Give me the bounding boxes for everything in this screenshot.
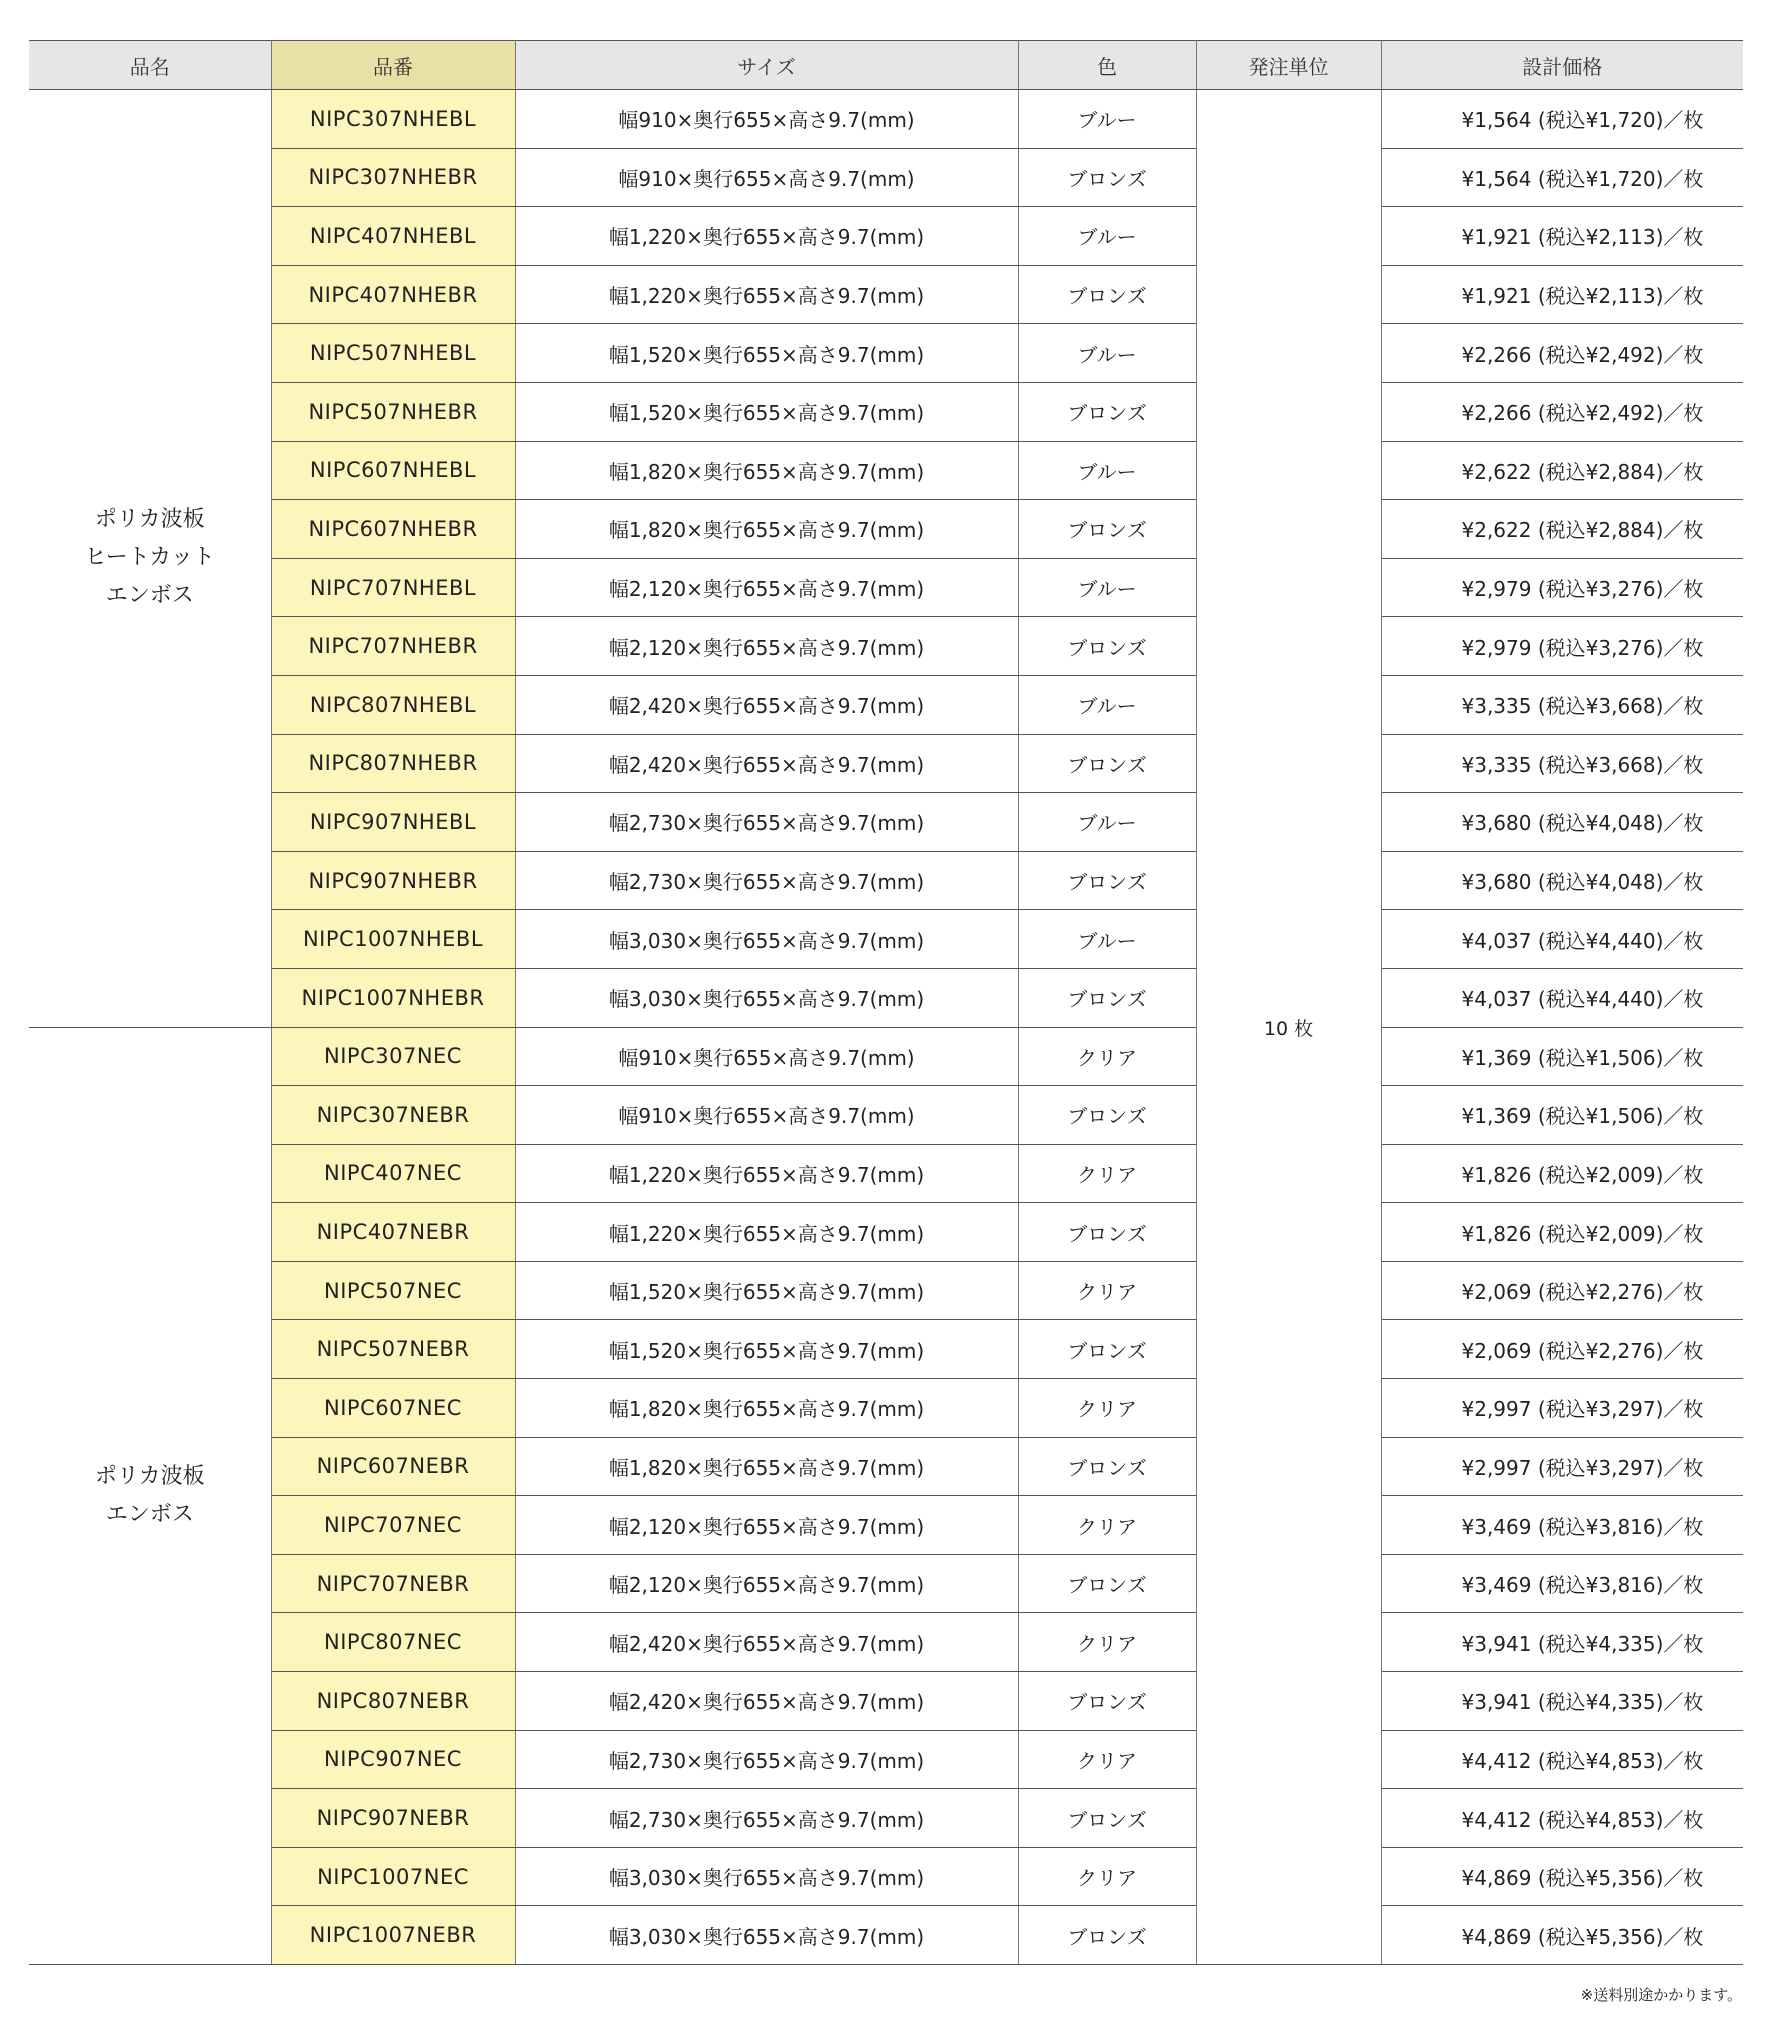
product-price: ¥3,941 (税込¥4,335)／枚: [1381, 1613, 1743, 1672]
product-price: ¥1,921 (税込¥2,113)／枚: [1381, 265, 1743, 324]
product-color: ブロンズ: [1018, 1437, 1196, 1496]
product-color: クリア: [1018, 1496, 1196, 1555]
product-price: ¥4,869 (税込¥5,356)／枚: [1381, 1906, 1743, 1965]
product-size: 幅2,730×奥行655×高さ9.7(mm): [515, 851, 1018, 910]
product-color: ブルー: [1018, 441, 1196, 500]
table-row: [29, 1027, 1743, 1086]
product-code: NIPC1007NEC: [271, 1847, 515, 1906]
product-size: 幅3,030×奥行655×高さ9.7(mm): [515, 1906, 1018, 1965]
product-code: NIPC907NHEBR: [271, 851, 515, 910]
table-row: [29, 1203, 1743, 1262]
product-color: クリア: [1018, 1613, 1196, 1672]
table-row: [29, 382, 1743, 441]
product-color: ブロンズ: [1018, 617, 1196, 676]
product-size: 幅2,120×奥行655×高さ9.7(mm): [515, 1554, 1018, 1613]
product-color: ブロンズ: [1018, 500, 1196, 559]
table-row: [29, 90, 1743, 149]
table-row: [29, 1672, 1743, 1731]
product-price: ¥1,564 (税込¥1,720)／枚: [1381, 90, 1743, 149]
product-size: 幅1,220×奥行655×高さ9.7(mm): [515, 1144, 1018, 1203]
product-size: 幅1,520×奥行655×高さ9.7(mm): [515, 1261, 1018, 1320]
product-size: 幅910×奥行655×高さ9.7(mm): [515, 1027, 1018, 1086]
product-size: 幅3,030×奥行655×高さ9.7(mm): [515, 1847, 1018, 1906]
product-size: 幅910×奥行655×高さ9.7(mm): [515, 1086, 1018, 1145]
product-price: ¥4,412 (税込¥4,853)／枚: [1381, 1730, 1743, 1789]
product-color: ブロンズ: [1018, 851, 1196, 910]
product-code: NIPC1007NHEBL: [271, 910, 515, 969]
product-code: NIPC907NEC: [271, 1730, 515, 1789]
product-price: ¥1,826 (税込¥2,009)／枚: [1381, 1203, 1743, 1262]
product-price: ¥3,469 (税込¥3,816)／枚: [1381, 1554, 1743, 1613]
product-code: NIPC507NEC: [271, 1261, 515, 1320]
table-row: [29, 500, 1743, 559]
product-color: ブロンズ: [1018, 968, 1196, 1027]
header-price: 設計価格: [1381, 41, 1743, 90]
product-code: NIPC307NEC: [271, 1027, 515, 1086]
product-color: ブルー: [1018, 675, 1196, 734]
product-color: ブルー: [1018, 558, 1196, 617]
product-price: ¥4,037 (税込¥4,440)／枚: [1381, 910, 1743, 969]
product-code: NIPC407NEBR: [271, 1203, 515, 1262]
product-size: 幅2,420×奥行655×高さ9.7(mm): [515, 1613, 1018, 1672]
product-size: 幅2,730×奥行655×高さ9.7(mm): [515, 1789, 1018, 1848]
product-color: ブルー: [1018, 324, 1196, 383]
table-row: [29, 1789, 1743, 1848]
product-price: ¥2,266 (税込¥2,492)／枚: [1381, 324, 1743, 383]
table-row: [29, 441, 1743, 500]
product-size: 幅910×奥行655×高さ9.7(mm): [515, 148, 1018, 207]
product-size: 幅2,420×奥行655×高さ9.7(mm): [515, 1672, 1018, 1731]
table-row: [29, 1320, 1743, 1379]
table-row: [29, 1847, 1743, 1906]
order-unit: 10 枚: [1196, 90, 1381, 1965]
product-price: ¥3,469 (税込¥3,816)／枚: [1381, 1496, 1743, 1555]
table-row: [29, 1144, 1743, 1203]
product-code: NIPC707NEC: [271, 1496, 515, 1555]
product-price: ¥4,869 (税込¥5,356)／枚: [1381, 1847, 1743, 1906]
product-color: ブルー: [1018, 910, 1196, 969]
product-size: 幅1,520×奥行655×高さ9.7(mm): [515, 324, 1018, 383]
product-size: 幅1,520×奥行655×高さ9.7(mm): [515, 1320, 1018, 1379]
table-row: [29, 1496, 1743, 1555]
table-row: [29, 265, 1743, 324]
product-size: 幅3,030×奥行655×高さ9.7(mm): [515, 968, 1018, 1027]
product-code: NIPC407NHEBR: [271, 265, 515, 324]
product-price: ¥2,979 (税込¥3,276)／枚: [1381, 558, 1743, 617]
table-row: [29, 793, 1743, 852]
product-code: NIPC907NEBR: [271, 1789, 515, 1848]
header-code: 品番: [271, 41, 515, 90]
product-price: ¥4,412 (税込¥4,853)／枚: [1381, 1789, 1743, 1848]
table-row: [29, 1261, 1743, 1320]
product-price: ¥3,941 (税込¥4,335)／枚: [1381, 1672, 1743, 1731]
product-code: NIPC507NHEBR: [271, 382, 515, 441]
product-price: ¥4,037 (税込¥4,440)／枚: [1381, 968, 1743, 1027]
product-code: NIPC607NHEBL: [271, 441, 515, 500]
product-size: 幅1,220×奥行655×高さ9.7(mm): [515, 265, 1018, 324]
product-name-line: ポリカ波板: [94, 1463, 205, 1489]
product-size: 幅1,220×奥行655×高さ9.7(mm): [515, 1203, 1018, 1262]
product-price: ¥2,069 (税込¥2,276)／枚: [1381, 1261, 1743, 1320]
table-row: [29, 851, 1743, 910]
product-price: ¥3,680 (税込¥4,048)／枚: [1381, 851, 1743, 910]
product-price: ¥2,266 (税込¥2,492)／枚: [1381, 382, 1743, 441]
product-code: NIPC707NHEBR: [271, 617, 515, 676]
product-price: ¥3,335 (税込¥3,668)／枚: [1381, 675, 1743, 734]
product-code: NIPC407NEC: [271, 1144, 515, 1203]
product-price: ¥2,069 (税込¥2,276)／枚: [1381, 1320, 1743, 1379]
table-row: [29, 558, 1743, 617]
product-size: 幅1,220×奥行655×高さ9.7(mm): [515, 207, 1018, 266]
table-row: [29, 1554, 1743, 1613]
product-price: ¥2,622 (税込¥2,884)／枚: [1381, 500, 1743, 559]
product-price: ¥2,997 (税込¥3,297)／枚: [1381, 1437, 1743, 1496]
header-name: 品名: [29, 41, 271, 90]
product-code: NIPC1007NEBR: [271, 1906, 515, 1965]
product-color: ブロンズ: [1018, 1906, 1196, 1965]
table-row: [29, 910, 1743, 969]
table-row: [29, 617, 1743, 676]
product-size: 幅2,730×奥行655×高さ9.7(mm): [515, 793, 1018, 852]
product-color: ブロンズ: [1018, 148, 1196, 207]
table-row: [29, 1613, 1743, 1672]
product-price: ¥1,369 (税込¥1,506)／枚: [1381, 1027, 1743, 1086]
product-color: ブロンズ: [1018, 1203, 1196, 1262]
product-code: NIPC807NHEBL: [271, 675, 515, 734]
table-row: [29, 675, 1743, 734]
table-row: [29, 207, 1743, 266]
product-name-line: ポリカ波板: [94, 507, 205, 533]
product-size: 幅1,820×奥行655×高さ9.7(mm): [515, 1379, 1018, 1438]
table-row: [29, 324, 1743, 383]
product-color: ブルー: [1018, 793, 1196, 852]
product-color: クリア: [1018, 1144, 1196, 1203]
product-color: ブルー: [1018, 207, 1196, 266]
product-code: NIPC807NEC: [271, 1613, 515, 1672]
product-color: クリア: [1018, 1379, 1196, 1438]
table-row: [29, 148, 1743, 207]
product-size: 幅1,820×奥行655×高さ9.7(mm): [515, 441, 1018, 500]
product-name-line: ヒートカット: [84, 545, 215, 571]
product-color: ブロンズ: [1018, 734, 1196, 793]
product-size: 幅2,120×奥行655×高さ9.7(mm): [515, 558, 1018, 617]
product-price: ¥1,826 (税込¥2,009)／枚: [1381, 1144, 1743, 1203]
product-code: NIPC707NHEBL: [271, 558, 515, 617]
product-price: ¥3,680 (税込¥4,048)／枚: [1381, 793, 1743, 852]
product-size: 幅2,730×奥行655×高さ9.7(mm): [515, 1730, 1018, 1789]
table-row: [29, 1437, 1743, 1496]
product-code: NIPC307NHEBR: [271, 148, 515, 207]
product-size: 幅2,120×奥行655×高さ9.7(mm): [515, 1496, 1018, 1555]
product-size: 幅2,420×奥行655×高さ9.7(mm): [515, 675, 1018, 734]
product-code: NIPC607NHEBR: [271, 500, 515, 559]
product-code: NIPC1007NHEBR: [271, 968, 515, 1027]
product-color: ブロンズ: [1018, 1320, 1196, 1379]
product-code: NIPC307NHEBL: [271, 90, 515, 149]
product-code: NIPC407NHEBL: [271, 207, 515, 266]
product-price: ¥2,622 (税込¥2,884)／枚: [1381, 441, 1743, 500]
product-name-line: エンボス: [105, 583, 194, 609]
product-color: ブロンズ: [1018, 1554, 1196, 1613]
product-code: NIPC707NEBR: [271, 1554, 515, 1613]
product-price: ¥3,335 (税込¥3,668)／枚: [1381, 734, 1743, 793]
product-size: 幅910×奥行655×高さ9.7(mm): [515, 90, 1018, 149]
product-color: クリア: [1018, 1847, 1196, 1906]
product-code: NIPC507NHEBL: [271, 324, 515, 383]
product-code: NIPC607NEC: [271, 1379, 515, 1438]
product-color: クリア: [1018, 1261, 1196, 1320]
product-color: ブロンズ: [1018, 265, 1196, 324]
product-color: ブロンズ: [1018, 382, 1196, 441]
table-row: [29, 1086, 1743, 1145]
product-size: 幅1,520×奥行655×高さ9.7(mm): [515, 382, 1018, 441]
header-unit: 発注単位: [1196, 41, 1381, 90]
product-name-cell: [29, 1027, 271, 1965]
product-size: 幅2,420×奥行655×高さ9.7(mm): [515, 734, 1018, 793]
product-price: ¥1,921 (税込¥2,113)／枚: [1381, 207, 1743, 266]
product-price: ¥1,369 (税込¥1,506)／枚: [1381, 1086, 1743, 1145]
product-code: NIPC907NHEBL: [271, 793, 515, 852]
product-color: ブロンズ: [1018, 1672, 1196, 1731]
table-row: [29, 1906, 1743, 1965]
table-row: [29, 1730, 1743, 1789]
product-code: NIPC807NEBR: [271, 1672, 515, 1731]
product-code: NIPC307NEBR: [271, 1086, 515, 1145]
shipping-footnote: ※送料別途かかります。: [1580, 1986, 1742, 2004]
product-price: ¥2,997 (税込¥3,297)／枚: [1381, 1379, 1743, 1438]
product-color: クリア: [1018, 1027, 1196, 1086]
product-name-cell: [29, 90, 271, 1028]
product-price: ¥2,979 (税込¥3,276)／枚: [1381, 617, 1743, 676]
product-code: NIPC507NEBR: [271, 1320, 515, 1379]
table-row: [29, 1379, 1743, 1438]
product-name-line: エンボス: [105, 1501, 194, 1527]
product-code: NIPC807NHEBR: [271, 734, 515, 793]
product-code: NIPC607NEBR: [271, 1437, 515, 1496]
product-size: 幅2,120×奥行655×高さ9.7(mm): [515, 617, 1018, 676]
product-color: ブロンズ: [1018, 1086, 1196, 1145]
product-color: クリア: [1018, 1730, 1196, 1789]
product-size: 幅1,820×奥行655×高さ9.7(mm): [515, 1437, 1018, 1496]
table-body: [29, 90, 1743, 1965]
table-row: [29, 968, 1743, 1027]
table-row: [29, 734, 1743, 793]
product-price: ¥1,564 (税込¥1,720)／枚: [1381, 148, 1743, 207]
product-size: 幅3,030×奥行655×高さ9.7(mm): [515, 910, 1018, 969]
product-color: ブロンズ: [1018, 1789, 1196, 1848]
product-color: ブルー: [1018, 90, 1196, 149]
product-size: 幅1,820×奥行655×高さ9.7(mm): [515, 500, 1018, 559]
price-table: [29, 40, 1743, 1965]
header-row: [29, 41, 1743, 90]
header-size: サイズ: [515, 41, 1018, 90]
header-color: 色: [1018, 41, 1196, 90]
